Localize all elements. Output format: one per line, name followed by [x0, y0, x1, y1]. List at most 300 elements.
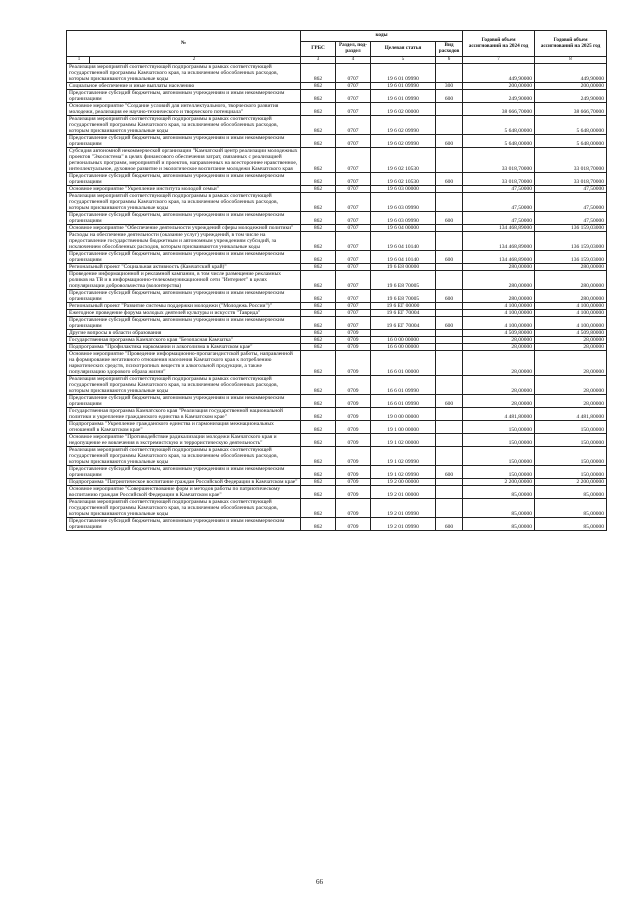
- table-row: [67, 517, 607, 530]
- row-amount-2025: 85,00000: [535, 517, 607, 530]
- row-razdel: 0709: [336, 420, 371, 433]
- table-row: [67, 407, 607, 420]
- row-amount-2024: 85,00000: [463, 498, 535, 517]
- row-amount-2025: 33 018,70000: [535, 147, 607, 172]
- header-year-2024: Годовой объем ассигнований на 2024 год: [463, 31, 535, 57]
- row-grbs: 862: [301, 211, 336, 224]
- row-amount-2024: 33 018,70000: [463, 172, 535, 185]
- row-target-article: 19 2 00 00000: [371, 478, 436, 485]
- table-row: [67, 343, 607, 350]
- row-target-article: 19 6 01 09990: [371, 82, 436, 89]
- row-target-article: 16 6 01 09990: [371, 375, 436, 394]
- row-description: Основное мероприятие "Укрепление института молодой семьи": [67, 185, 301, 192]
- budget-sheet: [66, 30, 606, 531]
- row-description: Основное мероприятие "Создание условий для интеллектуального, творческого развития молодежи, реализация ее научно-технического и творческого потенциала": [67, 102, 301, 115]
- row-description: Реализация мероприятий соответствующей подпрограммы в рамках соответствующей государственной программы Камчатского края, за исключением обособленных расходов, которым присваиваются уникальные коды: [67, 63, 301, 82]
- row-description: Субсидия автономной некоммерческой организации "Камчатский центр реализации молодежных проектов "Экосистема" в целях финансового обеспечения затрат, связанных с реализацией региональных программ, мероприятий и проектов, направленных на всестороннее нравственное, интеллектуальное, духовное развитие и экологическое воспитание молодежи Камчатского края: [67, 147, 301, 172]
- row-target-article: 19 6 02 10530: [371, 147, 436, 172]
- row-expense-type: 600: [436, 134, 463, 147]
- row-amount-2024: 200,00000: [463, 82, 535, 89]
- row-amount-2024: 85,00000: [463, 485, 535, 498]
- row-razdel: 0709: [336, 329, 371, 336]
- row-razdel: 0707: [336, 302, 371, 309]
- row-amount-2024: 4 100,00000: [463, 316, 535, 329]
- table-row: [67, 433, 607, 446]
- column-number: 6: [436, 57, 463, 64]
- row-description: Подпрограмма "Укрепление гражданского единства и гармонизация межнациональных отношений в Камчатском крае": [67, 420, 301, 433]
- row-razdel: 0707: [336, 231, 371, 250]
- row-target-article: 16 6 00 00000: [371, 343, 436, 350]
- table-row: [67, 63, 607, 82]
- table-row: [67, 231, 607, 250]
- column-number: 4: [336, 57, 371, 64]
- row-description: Ежегодное проведение форума молодых деятелей культуры и искусств "Таврида": [67, 309, 301, 316]
- row-amount-2025: 136 159,03000: [535, 224, 607, 231]
- row-target-article: 19 6 03 09990: [371, 192, 436, 211]
- row-amount-2024: 150,00000: [463, 465, 535, 478]
- table-row: [67, 420, 607, 433]
- row-amount-2025: 280,00000: [535, 263, 607, 270]
- row-razdel: 0707: [336, 224, 371, 231]
- row-description: Подпрограмма "Профилактика наркомании и алкоголизма в Камчатском крае": [67, 343, 301, 350]
- table-row: [67, 465, 607, 478]
- table-row: [67, 82, 607, 89]
- row-amount-2024: 280,00000: [463, 289, 535, 302]
- row-amount-2024: 28,00000: [463, 375, 535, 394]
- row-target-article: 19 6 ЕГ 70004: [371, 316, 436, 329]
- row-razdel: 0707: [336, 89, 371, 102]
- row-razdel: 0709: [336, 433, 371, 446]
- row-expense-type: 300: [436, 82, 463, 89]
- row-razdel: 0709: [336, 343, 371, 350]
- row-razdel: 0707: [336, 250, 371, 263]
- row-description: Предоставление субсидий бюджетным, автономным учреждениям и иным некоммерческим организациям: [67, 134, 301, 147]
- row-amount-2024: 280,00000: [463, 270, 535, 289]
- row-grbs: 862: [301, 336, 336, 343]
- header-vid: Вид расходов: [436, 42, 463, 57]
- row-razdel: 0707: [336, 185, 371, 192]
- row-target-article: 16 6 01 00000: [371, 350, 436, 375]
- row-amount-2025: 4 100,00000: [535, 302, 607, 309]
- header-codes: коды: [301, 31, 463, 42]
- row-expense-type: [436, 263, 463, 270]
- row-expense-type: 600: [436, 250, 463, 263]
- row-razdel: 0709: [336, 336, 371, 343]
- budget-table: [66, 30, 607, 531]
- row-amount-2025: 136 159,03000: [535, 231, 607, 250]
- row-description: Реализация мероприятий соответствующей подпрограммы в рамках соответствующей государственной программы Камчатского края, за исключением обособленных расходов, которым присваиваются уникальные коды: [67, 498, 301, 517]
- table-row: [67, 115, 607, 134]
- row-razdel: 0707: [336, 289, 371, 302]
- row-description: Государственная программа Камчатского края "Реализация государственной национальной политики и укрепление гражданского единства в Камчатском крае": [67, 407, 301, 420]
- table-row: [67, 134, 607, 147]
- row-target-article: 19 2 01 09990: [371, 498, 436, 517]
- row-amount-2025: 150,00000: [535, 420, 607, 433]
- row-amount-2025: 136 159,03000: [535, 250, 607, 263]
- row-razdel: 0709: [336, 446, 371, 465]
- row-amount-2024: 85,00000: [463, 517, 535, 530]
- table-body: [67, 63, 607, 530]
- row-grbs: 862: [301, 102, 336, 115]
- table-row: [67, 446, 607, 465]
- row-razdel: 0709: [336, 394, 371, 407]
- table-row: [67, 102, 607, 115]
- row-amount-2024: 150,00000: [463, 420, 535, 433]
- row-target-article: 19 6 03 00000: [371, 185, 436, 192]
- row-amount-2025: 2 200,00000: [535, 478, 607, 485]
- table-row: [67, 250, 607, 263]
- row-description: Реализация мероприятий соответствующей подпрограммы в рамках соответствующей государственной программы Камчатского края, за исключением обособленных расходов, которым присваиваются уникальные коды: [67, 115, 301, 134]
- row-amount-2024: 134 468,89000: [463, 224, 535, 231]
- row-razdel: 0709: [336, 407, 371, 420]
- column-number: 5: [371, 57, 436, 64]
- row-expense-type: [436, 115, 463, 134]
- row-expense-type: 600: [436, 316, 463, 329]
- row-expense-type: [436, 420, 463, 433]
- row-grbs: 862: [301, 172, 336, 185]
- row-amount-2025: 4 481,80000: [535, 407, 607, 420]
- row-description: Предоставление субсидий бюджетным, автономным учреждениям и иным некоммерческим организациям: [67, 211, 301, 224]
- row-grbs: 862: [301, 407, 336, 420]
- row-amount-2025: 28,00000: [535, 350, 607, 375]
- row-description: Предоставление субсидий бюджетным, автономным учреждениям и иным некоммерческим организациям: [67, 172, 301, 185]
- row-amount-2025: 280,00000: [535, 270, 607, 289]
- row-target-article: [371, 329, 436, 336]
- table-row: [67, 147, 607, 172]
- row-description: Предоставление субсидий бюджетным, автономным учреждениям и иным некоммерческим организациям: [67, 316, 301, 329]
- row-target-article: 19 2 01 00000: [371, 485, 436, 498]
- row-grbs: 862: [301, 185, 336, 192]
- row-amount-2025: 449,90000: [535, 63, 607, 82]
- row-amount-2025: 47,50000: [535, 185, 607, 192]
- header-grbs: ГРБС: [301, 42, 336, 57]
- table-row: [67, 350, 607, 375]
- row-description: Предоставление субсидий бюджетным, автономным учреждениям и иным некоммерческим организациям: [67, 89, 301, 102]
- row-description: Предоставление субсидий бюджетным, автономным учреждениям и иным некоммерческим организациям: [67, 517, 301, 530]
- row-amount-2025: 28,00000: [535, 375, 607, 394]
- row-expense-type: [436, 407, 463, 420]
- row-expense-type: [436, 231, 463, 250]
- row-razdel: 0709: [336, 478, 371, 485]
- row-description: Предоставление субсидий бюджетным, автономным учреждениям и иным некоммерческим организациям: [67, 465, 301, 478]
- row-amount-2025: 85,00000: [535, 498, 607, 517]
- row-grbs: 862: [301, 446, 336, 465]
- table-row: [67, 289, 607, 302]
- row-target-article: 19 6 04 10140: [371, 231, 436, 250]
- row-target-article: 19 6 02 00000: [371, 102, 436, 115]
- row-expense-type: 600: [436, 394, 463, 407]
- row-amount-2025: 28,00000: [535, 343, 607, 350]
- row-razdel: 0707: [336, 82, 371, 89]
- row-amount-2025: 38 666,70000: [535, 102, 607, 115]
- row-grbs: 862: [301, 115, 336, 134]
- row-expense-type: [436, 185, 463, 192]
- row-razdel: 0709: [336, 375, 371, 394]
- row-target-article: 19 6 ЕГ 70004: [371, 309, 436, 316]
- row-amount-2024: 4 481,80000: [463, 407, 535, 420]
- row-expense-type: [436, 485, 463, 498]
- row-amount-2025: 200,00000: [535, 82, 607, 89]
- row-razdel: 0707: [336, 147, 371, 172]
- row-grbs: 862: [301, 302, 336, 309]
- table-row: [67, 394, 607, 407]
- row-description: Региональный проект "Развитие системы поддержки молодежи ("Молодежь России")": [67, 302, 301, 309]
- row-target-article: 19 2 01 09990: [371, 517, 436, 530]
- row-description: Другие вопросы в области образования: [67, 329, 301, 336]
- row-razdel: 0707: [336, 102, 371, 115]
- row-amount-2025: 47,50000: [535, 211, 607, 224]
- row-description: Основное мероприятие "Обеспечение деятельности учреждений сферы молодежной политики": [67, 224, 301, 231]
- row-razdel: 0707: [336, 63, 371, 82]
- row-expense-type: [436, 433, 463, 446]
- table-row: [67, 329, 607, 336]
- table-row: [67, 485, 607, 498]
- header-year-2025: Годовой объем ассигнований на 2025 год: [535, 31, 607, 57]
- row-razdel: 0709: [336, 350, 371, 375]
- row-grbs: 862: [301, 192, 336, 211]
- row-expense-type: [436, 224, 463, 231]
- row-amount-2025: 33 018,70000: [535, 172, 607, 185]
- row-amount-2024: 5 648,00000: [463, 115, 535, 134]
- row-target-article: 19 1 02 09990: [371, 465, 436, 478]
- row-expense-type: [436, 63, 463, 82]
- row-razdel: 0707: [336, 211, 371, 224]
- row-description: Государственная программа Камчатского края "Безопасная Камчатка": [67, 336, 301, 343]
- table-row: [67, 302, 607, 309]
- row-amount-2024: 4 100,00000: [463, 309, 535, 316]
- row-grbs: 862: [301, 343, 336, 350]
- row-target-article: 16 0 00 00000: [371, 336, 436, 343]
- row-description: Социальное обеспечение и иные выплаты населению: [67, 82, 301, 89]
- row-target-article: 19 1 02 00000: [371, 433, 436, 446]
- row-description: Реализация мероприятий соответствующей подпрограммы в рамках соответствующей государственной программы Камчатского края, за исключением обособленных расходов, которым присваиваются уникальные коды: [67, 375, 301, 394]
- row-target-article: 19 6 01 09990: [371, 89, 436, 102]
- column-number: 1: [69, 57, 90, 63]
- row-amount-2024: 449,90000: [463, 63, 535, 82]
- row-razdel: 0707: [336, 316, 371, 329]
- row-grbs: 862: [301, 433, 336, 446]
- row-description: Предоставление субсидий бюджетным, автономным учреждениям и иным некоммерческим организациям: [67, 289, 301, 302]
- row-grbs: 862: [301, 224, 336, 231]
- table-row: [67, 316, 607, 329]
- row-expense-type: [436, 350, 463, 375]
- row-grbs: 862: [301, 329, 336, 336]
- table-row: [67, 192, 607, 211]
- row-amount-2025: 28,00000: [535, 336, 607, 343]
- row-expense-type: [436, 375, 463, 394]
- row-amount-2024: 28,00000: [463, 350, 535, 375]
- row-target-article: 19 6 E8 70005: [371, 270, 436, 289]
- table-row: [67, 375, 607, 394]
- row-expense-type: 600: [436, 211, 463, 224]
- column-number: 2: [192, 57, 196, 62]
- row-grbs: 862: [301, 134, 336, 147]
- row-target-article: 19 6 E8 70005: [371, 289, 436, 302]
- table-header: [67, 31, 607, 64]
- row-target-article: 19 1 00 00000: [371, 420, 436, 433]
- row-amount-2024: 38 666,70000: [463, 102, 535, 115]
- row-amount-2024: 47,50000: [463, 211, 535, 224]
- row-razdel: 0707: [336, 172, 371, 185]
- row-grbs: 862: [301, 63, 336, 82]
- row-expense-type: [436, 147, 463, 172]
- table-row: [67, 172, 607, 185]
- row-target-article: 19 1 02 09990: [371, 446, 436, 465]
- row-description: Основное мероприятие "Совершенствование форм и методов работы по патриотическому воспитанию граждан Российской Федерации в Камчатском крае": [67, 485, 301, 498]
- row-expense-type: [436, 498, 463, 517]
- row-amount-2024: 134 468,89000: [463, 250, 535, 263]
- row-expense-type: [436, 102, 463, 115]
- row-expense-type: [436, 309, 463, 316]
- row-amount-2024: 249,90000: [463, 89, 535, 102]
- row-amount-2025: 150,00000: [535, 465, 607, 478]
- row-description: Основное мероприятие "Проведение информационно-пропагандистской работы, направленной на формирование негативного отношения населения Камчатского края к потреблению наркотических средств, психотропных веществ и алкогольной продукции, а также популяризацию здорового образа жизни": [67, 350, 301, 375]
- row-amount-2025: 280,00000: [535, 289, 607, 302]
- row-grbs: 862: [301, 250, 336, 263]
- row-amount-2025: 150,00000: [535, 433, 607, 446]
- row-expense-type: [436, 336, 463, 343]
- row-amount-2024: 47,50000: [463, 185, 535, 192]
- row-razdel: 0707: [336, 263, 371, 270]
- row-razdel: 0709: [336, 485, 371, 498]
- row-target-article: 19 6 04 00000: [371, 224, 436, 231]
- row-amount-2025: 4 100,00000: [535, 309, 607, 316]
- row-target-article: 19 6 02 09990: [371, 134, 436, 147]
- page-number: 66: [316, 878, 323, 886]
- row-grbs: 862: [301, 270, 336, 289]
- row-target-article: 19 6 04 10140: [371, 250, 436, 263]
- row-grbs: 862: [301, 498, 336, 517]
- table-row: [67, 270, 607, 289]
- row-expense-type: [436, 343, 463, 350]
- row-amount-2025: 85,00000: [535, 485, 607, 498]
- row-grbs: 862: [301, 316, 336, 329]
- row-grbs: 862: [301, 263, 336, 270]
- row-description: Проведение информационной и рекламной кампании, в том числе размещение рекламных роликов на ТВ и в информационно-телекоммуникационной сети "Интернет" в целях популяризации добровольчества (волонтерства): [67, 270, 301, 289]
- table-row: [67, 89, 607, 102]
- row-expense-type: 600: [436, 465, 463, 478]
- row-target-article: 19 6 02 10530: [371, 172, 436, 185]
- row-amount-2024: 28,00000: [463, 394, 535, 407]
- header-number: №: [67, 31, 301, 57]
- row-description: Реализация мероприятий соответствующей подпрограммы в рамках соответствующей государственной программы Камчатского края, за исключением обособленных расходов, которым присваиваются уникальные коды: [67, 446, 301, 465]
- header-statya: Целевая статья: [371, 42, 436, 57]
- column-number: 8: [535, 57, 607, 64]
- row-razdel: 0709: [336, 465, 371, 478]
- column-number: 3: [301, 57, 336, 64]
- row-target-article: 19 6 01 09990: [371, 63, 436, 82]
- row-amount-2024: 5 648,00000: [463, 134, 535, 147]
- row-expense-type: [436, 446, 463, 465]
- row-amount-2024: 28,00000: [463, 336, 535, 343]
- row-expense-type: [436, 270, 463, 289]
- row-description: Расходы на обеспечение деятельности (оказание услуг) учреждений, в том числе на предоставление государственным бюджетным и автономным учреждениям субсидий, за исключением обособленных расходов, которым присваиваются уникальные коды: [67, 231, 301, 250]
- row-grbs: 862: [301, 375, 336, 394]
- row-description: Предоставление субсидий бюджетным, автономным учреждениям и иным некоммерческим организациям: [67, 250, 301, 263]
- row-grbs: 862: [301, 289, 336, 302]
- row-razdel: 0709: [336, 498, 371, 517]
- row-amount-2025: 5 648,00000: [535, 115, 607, 134]
- row-amount-2024: 150,00000: [463, 433, 535, 446]
- row-expense-type: 600: [436, 89, 463, 102]
- row-grbs: 862: [301, 231, 336, 250]
- row-expense-type: 600: [436, 289, 463, 302]
- row-amount-2025: 4 100,00000: [535, 316, 607, 329]
- row-target-article: 19 6 03 09990: [371, 211, 436, 224]
- row-description: Основное мероприятие "Противодействие радикализации молодежи Камчатского края и недопущение ее вовлечения в экстремистскую и террористическую деятельность": [67, 433, 301, 446]
- row-grbs: 862: [301, 89, 336, 102]
- row-grbs: 862: [301, 82, 336, 89]
- row-amount-2024: 4 509,80000: [463, 329, 535, 336]
- row-expense-type: 600: [436, 172, 463, 185]
- table-row: [67, 336, 607, 343]
- row-amount-2024: 47,50000: [463, 192, 535, 211]
- row-grbs: 862: [301, 394, 336, 407]
- header-razdel: Раздел, под-раздел: [336, 42, 371, 57]
- row-target-article: 19 6 E8 00000: [371, 263, 436, 270]
- row-amount-2024: 280,00000: [463, 263, 535, 270]
- row-description: Предоставление субсидий бюджетным, автономным учреждениям и иным некоммерческим организациям: [67, 394, 301, 407]
- row-expense-type: [436, 329, 463, 336]
- row-amount-2024: 4 100,00000: [463, 302, 535, 309]
- table-row: [67, 185, 607, 192]
- row-expense-type: [436, 192, 463, 211]
- row-expense-type: [436, 478, 463, 485]
- row-amount-2024: 2 200,00000: [463, 478, 535, 485]
- row-amount-2025: 4 509,80000: [535, 329, 607, 336]
- row-expense-type: [436, 302, 463, 309]
- row-amount-2024: 28,00000: [463, 343, 535, 350]
- row-target-article: 19 6 02 09990: [371, 115, 436, 134]
- row-razdel: 0707: [336, 192, 371, 211]
- row-razdel: 0709: [336, 517, 371, 530]
- table-row: [67, 224, 607, 231]
- row-amount-2025: 5 648,00000: [535, 134, 607, 147]
- row-razdel: 0707: [336, 134, 371, 147]
- row-grbs: 862: [301, 147, 336, 172]
- table-row: [67, 498, 607, 517]
- row-amount-2025: 47,50000: [535, 192, 607, 211]
- row-amount-2025: 28,00000: [535, 394, 607, 407]
- column-number: 7: [463, 57, 535, 64]
- row-razdel: 0707: [336, 309, 371, 316]
- table-row: [67, 309, 607, 316]
- row-grbs: 862: [301, 485, 336, 498]
- row-target-article: 19 0 00 00000: [371, 407, 436, 420]
- row-grbs: 862: [301, 309, 336, 316]
- row-description: Подпрограмма "Патриотическое воспитание граждан Российской Федерации в Камчатском крае": [67, 478, 301, 485]
- row-amount-2024: 150,00000: [463, 446, 535, 465]
- row-grbs: 862: [301, 420, 336, 433]
- row-target-article: 16 6 01 09990: [371, 394, 436, 407]
- row-grbs: 862: [301, 465, 336, 478]
- row-amount-2025: 150,00000: [535, 446, 607, 465]
- table-row: [67, 478, 607, 485]
- row-grbs: 862: [301, 517, 336, 530]
- row-description: Реализация мероприятий соответствующей подпрограммы в рамках соответствующей государственной программы Камчатского края, за исключением обособленных расходов, которым присваиваются уникальные коды: [67, 192, 301, 211]
- row-grbs: 862: [301, 350, 336, 375]
- table-row: [67, 263, 607, 270]
- table-row: [67, 211, 607, 224]
- row-razdel: 0707: [336, 270, 371, 289]
- row-razdel: 0707: [336, 115, 371, 134]
- row-description: Региональный проект "Социальная активность (Камчатский край)": [67, 263, 301, 270]
- row-amount-2024: 33 018,70000: [463, 147, 535, 172]
- row-expense-type: 600: [436, 517, 463, 530]
- row-amount-2024: 134 468,89000: [463, 231, 535, 250]
- row-target-article: 19 6 ЕГ 00000: [371, 302, 436, 309]
- row-grbs: 862: [301, 478, 336, 485]
